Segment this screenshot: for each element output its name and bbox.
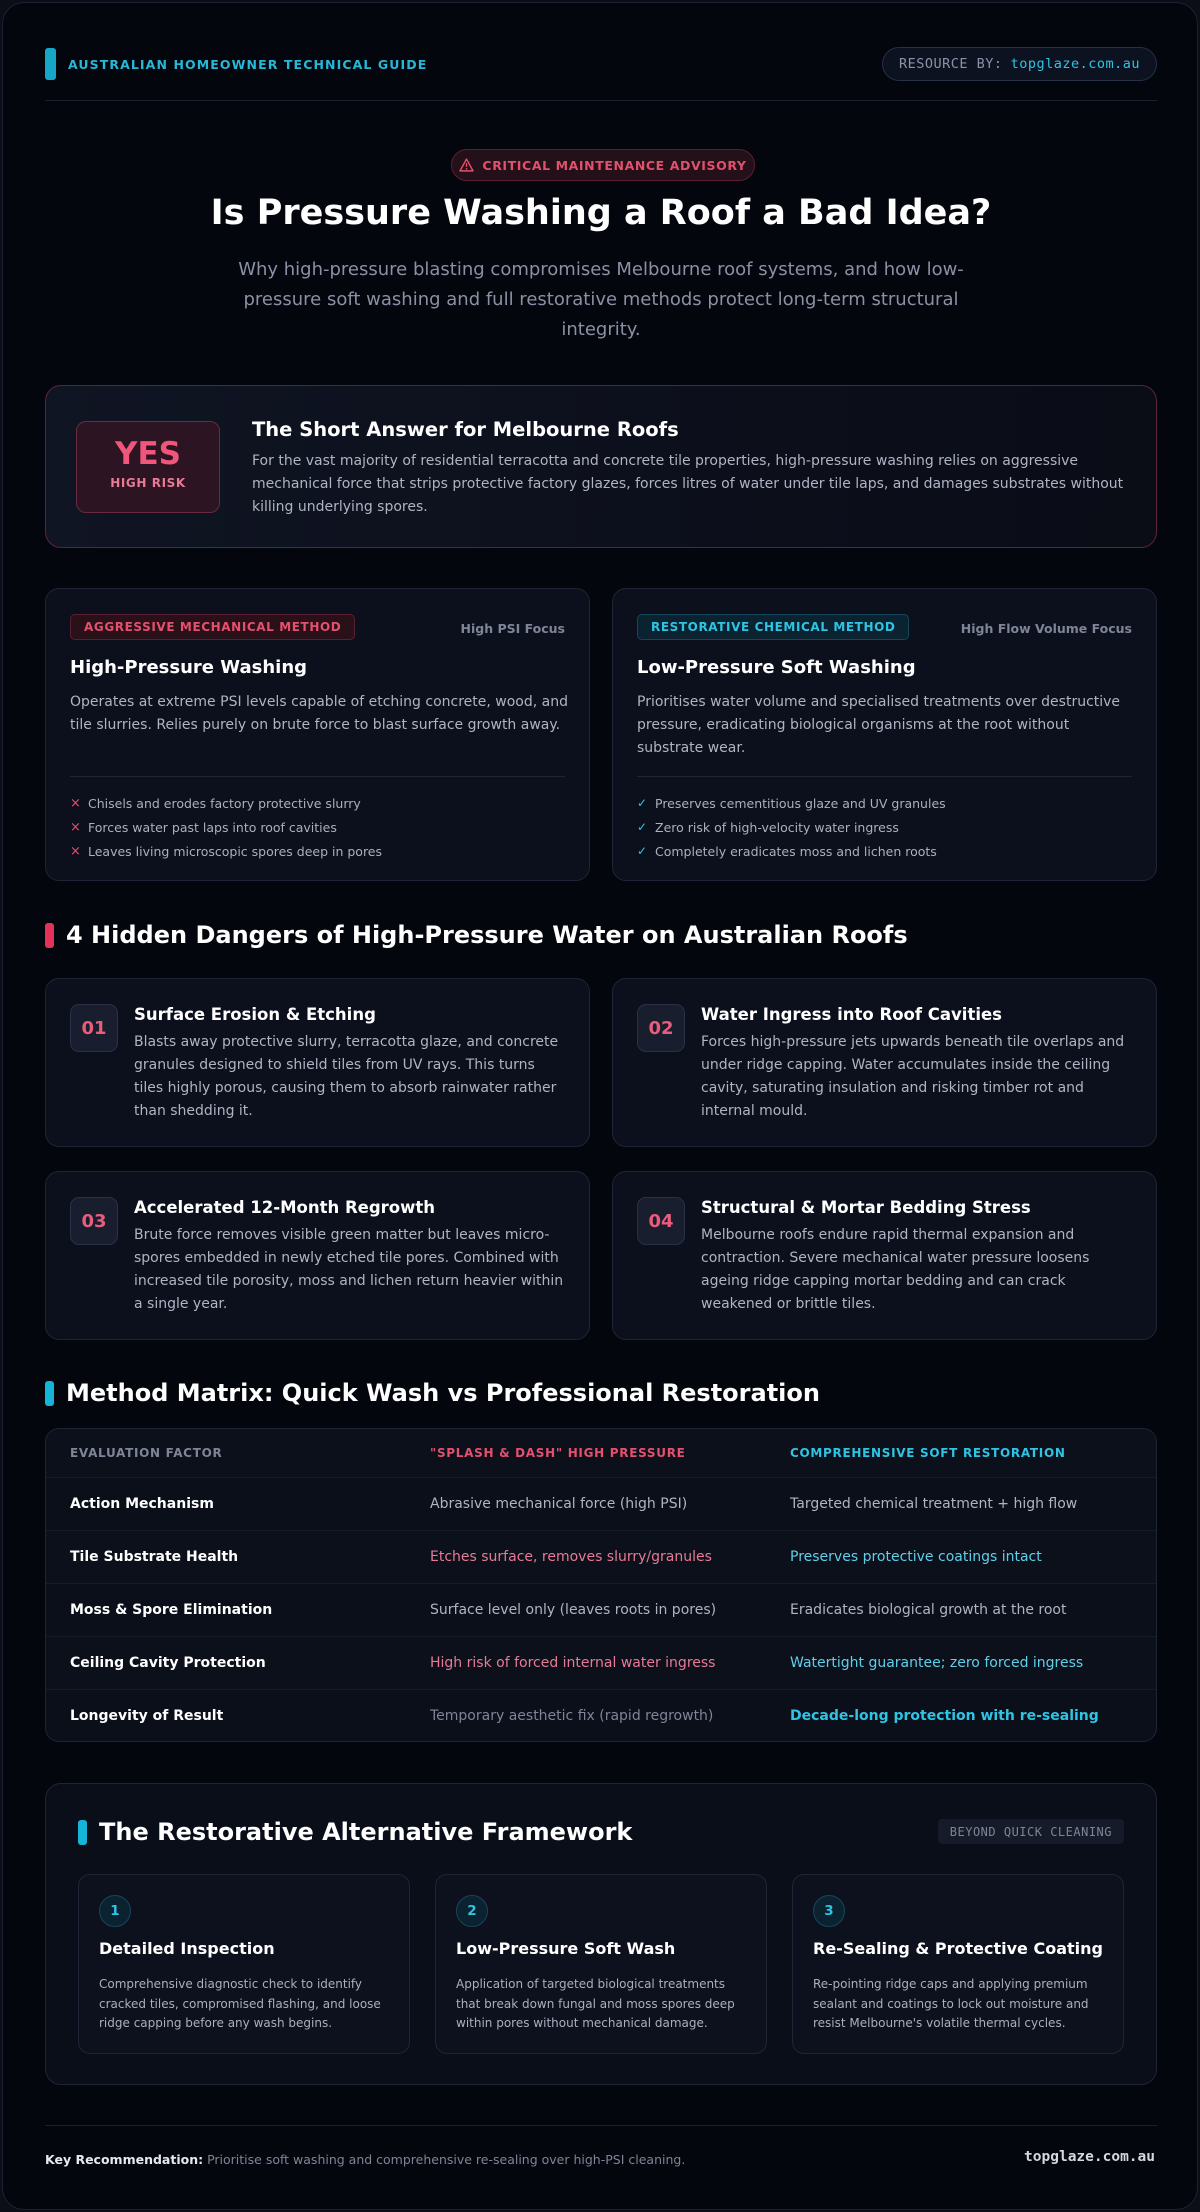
list-item <box>637 839 946 863</box>
danger-number: 01 <box>70 1004 118 1052</box>
verdict-text: YES <box>115 436 181 472</box>
danger-card-3 <box>45 1171 590 1340</box>
restorative-framework-panel <box>45 1783 1157 2085</box>
short-answer-body: For the vast majority of residential terracotta and concrete tile properties, high-pressure washing relies on aggressive mechanical force that strips protective factory glazes, forces litres of water under tile laps, and damages substrates without killing underlying spores. <box>252 453 1124 515</box>
short-answer-title: The Short Answer for Melbourne Roofs <box>252 418 679 441</box>
step-number: 3 <box>813 1895 845 1927</box>
danger-description: Blasts away protective slurry, terracotta glaze, and concrete granules designed to shield tiles from UV rays. This turns tiles highly porous, causing them to absorb rainwater rather than shedding it. <box>134 1034 559 1119</box>
danger-title: Accelerated 12-Month Regrowth <box>134 1198 436 1217</box>
table-cell-high: Etches surface, removes slurry/granules <box>430 1549 712 1565</box>
table-cell-soft: Watertight guarantee; zero forced ingress <box>790 1655 1084 1671</box>
cross-icon: × <box>70 819 81 835</box>
resource-domain-link[interactable]: topglaze.com.au <box>1010 56 1140 72</box>
step-description: Application of targeted biological treatments that break down fungal and moss spores deep within pores without mechanical damage. <box>456 1977 735 2030</box>
list-item-text: Preserves cementitious glaze and UV granules <box>655 795 946 811</box>
section-accent-bar <box>78 1820 87 1845</box>
table-cell-soft: Decade-long protection with re-sealing <box>790 1708 1099 1724</box>
table-header-cell: "SPLASH & DASH" HIGH PRESSURE <box>430 1446 686 1460</box>
step-title: Re-Sealing & Protective Coating <box>813 1939 1103 1958</box>
key-recommendation-text: Prioritise soft washing and comprehensive re-sealing over high-PSI cleaning. <box>207 2152 686 2167</box>
danger-description: Forces high-pressure jets upwards beneath tile overlaps and under ridge capping. Water accumulates inside the ceiling cavity, saturating insulation and risking timber rot and internal mould. <box>701 1034 1125 1119</box>
section-title: Method Matrix: Quick Wash vs Professional Restoration <box>66 1379 820 1407</box>
check-icon: ✓ <box>637 844 648 858</box>
list-item <box>70 791 382 815</box>
method-focus: High PSI Focus <box>460 621 565 636</box>
header-accent-bar <box>45 48 56 80</box>
page <box>2 2 1198 2210</box>
page-subtitle: Why high-pressure blasting compromises Melbourne roof systems, and how low-pressure soft washing and full restorative methods protect long-term structural integrity. <box>238 259 964 340</box>
danger-description: Melbourne roofs endure rapid thermal expansion and contraction. Severe mechanical water pressure loosens ageing ridge capping mortar bedding and can crack weakened or brittle tiles. <box>701 1227 1090 1312</box>
table-row <box>46 1530 1157 1583</box>
danger-number: 02 <box>637 1004 685 1052</box>
danger-card-2 <box>612 978 1157 1147</box>
short-answer-card <box>45 385 1157 548</box>
list-item <box>70 815 382 839</box>
danger-title: Water Ingress into Roof Cavities <box>701 1005 1002 1024</box>
method-description: Prioritises water volume and specialised treatments over destructive pressure, eradicating biological organisms at the root without substrate wear. <box>637 694 1121 756</box>
table-cell-soft: Preserves protective coatings intact <box>790 1549 1042 1565</box>
method-tag: RESTORATIVE CHEMICAL METHOD <box>637 614 909 640</box>
table-cell-soft: Targeted chemical treatment + high flow <box>790 1496 1078 1512</box>
advisory-badge-label: CRITICAL MAINTENANCE ADVISORY <box>482 157 747 173</box>
method-focus: High Flow Volume Focus <box>960 621 1132 636</box>
header-divider <box>45 100 1157 101</box>
danger-card-4 <box>612 1171 1157 1340</box>
table-cell-soft: Eradicates biological growth at the root <box>790 1602 1067 1618</box>
resource-pill[interactable] <box>882 47 1157 81</box>
step-description: Comprehensive diagnostic check to identify cracked tiles, compromised flashing, and loose ridge capping before any wash begins. <box>99 1977 381 2030</box>
method-divider <box>637 776 1132 777</box>
table-cell-high: Abrasive mechanical force (high PSI) <box>430 1496 688 1512</box>
table-row <box>46 1583 1157 1636</box>
section-title: The Restorative Alternative Framework <box>99 1818 633 1846</box>
table-cell-high: Temporary aesthetic fix (rapid regrowth) <box>430 1708 714 1724</box>
check-icon: ✓ <box>637 820 648 834</box>
method-drawbacks-list <box>70 791 382 863</box>
table-cell-factor: Tile Substrate Health <box>70 1549 239 1565</box>
method-title: Low-Pressure Soft Washing <box>637 657 916 678</box>
list-item-text: Leaves living microscopic spores deep in pores <box>88 843 383 859</box>
table-cell-factor: Ceiling Cavity Protection <box>70 1655 266 1671</box>
list-item <box>70 839 382 863</box>
section-title: 4 Hidden Dangers of High-Pressure Water on Australian Roofs <box>66 921 908 949</box>
list-item-text: Completely eradicates moss and lichen roots <box>655 843 937 859</box>
step-number: 1 <box>99 1895 131 1927</box>
list-item <box>637 815 946 839</box>
verdict-box <box>76 421 220 513</box>
method-card-soft-wash <box>612 588 1157 881</box>
danger-number: 03 <box>70 1197 118 1245</box>
framework-step-3 <box>792 1874 1124 2054</box>
footer-domain-link[interactable]: topglaze.com.au <box>1024 2149 1155 2165</box>
step-title: Detailed Inspection <box>99 1939 275 1958</box>
framework-step-2 <box>435 1874 767 2054</box>
list-item <box>637 791 946 815</box>
framework-heading <box>78 1818 632 1846</box>
table-row <box>46 1636 1157 1689</box>
list-item-text: Forces water past laps into roof cavities <box>88 819 337 835</box>
framework-tag: BEYOND QUICK CLEANING <box>938 1819 1124 1844</box>
framework-step-1 <box>78 1874 410 2054</box>
section-accent-bar <box>45 1381 54 1406</box>
header-brand <box>45 48 427 80</box>
method-title: High-Pressure Washing <box>70 657 308 678</box>
danger-title: Structural & Mortar Bedding Stress <box>701 1198 1031 1217</box>
method-divider <box>70 776 565 777</box>
matrix-heading <box>45 1379 820 1407</box>
footer-divider <box>45 2125 1157 2126</box>
list-item-text: Chisels and erodes factory protective slurry <box>88 795 361 811</box>
table-header-cell: EVALUATION FACTOR <box>70 1446 223 1460</box>
header-title: AUSTRALIAN HOMEOWNER TECHNICAL GUIDE <box>68 56 428 72</box>
table-cell-factor: Action Mechanism <box>70 1496 214 1512</box>
key-recommendation <box>45 2152 685 2167</box>
table-cell-high: High risk of forced internal water ingress <box>430 1655 716 1671</box>
method-description: Operates at extreme PSI levels capable of etching concrete, wood, and tile slurries. Relies purely on brute force to blast surface growth away. <box>70 694 568 733</box>
step-description: Re-pointing ridge caps and applying premium sealant and coatings to lock out moisture and resist Melbourne's volatile thermal cycles. <box>813 1977 1089 2030</box>
table-cell-factor: Moss & Spore Elimination <box>70 1602 273 1618</box>
method-tag: AGGRESSIVE MECHANICAL METHOD <box>70 614 355 640</box>
resource-label: RESOURCE BY: <box>899 56 1003 72</box>
table-row <box>46 1477 1157 1530</box>
table-cell-factor: Longevity of Result <box>70 1708 224 1724</box>
method-matrix-table <box>45 1428 1157 1742</box>
table-header-row <box>46 1429 1157 1477</box>
page-title: Is Pressure Washing a Roof a Bad Idea? <box>210 193 992 233</box>
danger-card-1 <box>45 978 590 1147</box>
warning-triangle-icon <box>459 158 474 172</box>
header <box>45 45 1157 83</box>
step-title: Low-Pressure Soft Wash <box>456 1939 676 1958</box>
section-accent-bar <box>45 923 54 948</box>
danger-description: Brute force removes visible green matter but leaves micro-spores embedded in newly etched tile pores. Combined with increased tile porosity, moss and lichen return heavier within a single year. <box>134 1227 564 1312</box>
danger-title: Surface Erosion & Etching <box>134 1005 376 1024</box>
verdict-subtext: HIGH RISK <box>110 476 186 490</box>
table-header-cell: COMPREHENSIVE SOFT RESTORATION <box>790 1446 1066 1460</box>
dangers-heading <box>45 921 908 949</box>
check-icon: ✓ <box>637 796 648 810</box>
method-benefits-list <box>637 791 946 863</box>
cross-icon: × <box>70 843 81 859</box>
step-number: 2 <box>456 1895 488 1927</box>
cross-icon: × <box>70 795 81 811</box>
key-recommendation-label: Key Recommendation: <box>45 2152 204 2167</box>
list-item-text: Zero risk of high-velocity water ingress <box>655 819 899 835</box>
table-row <box>46 1689 1157 1742</box>
advisory-badge <box>451 149 755 181</box>
danger-number: 04 <box>637 1197 685 1245</box>
method-card-high-pressure <box>45 588 590 881</box>
table-cell-high: Surface level only (leaves roots in pores) <box>430 1602 717 1618</box>
